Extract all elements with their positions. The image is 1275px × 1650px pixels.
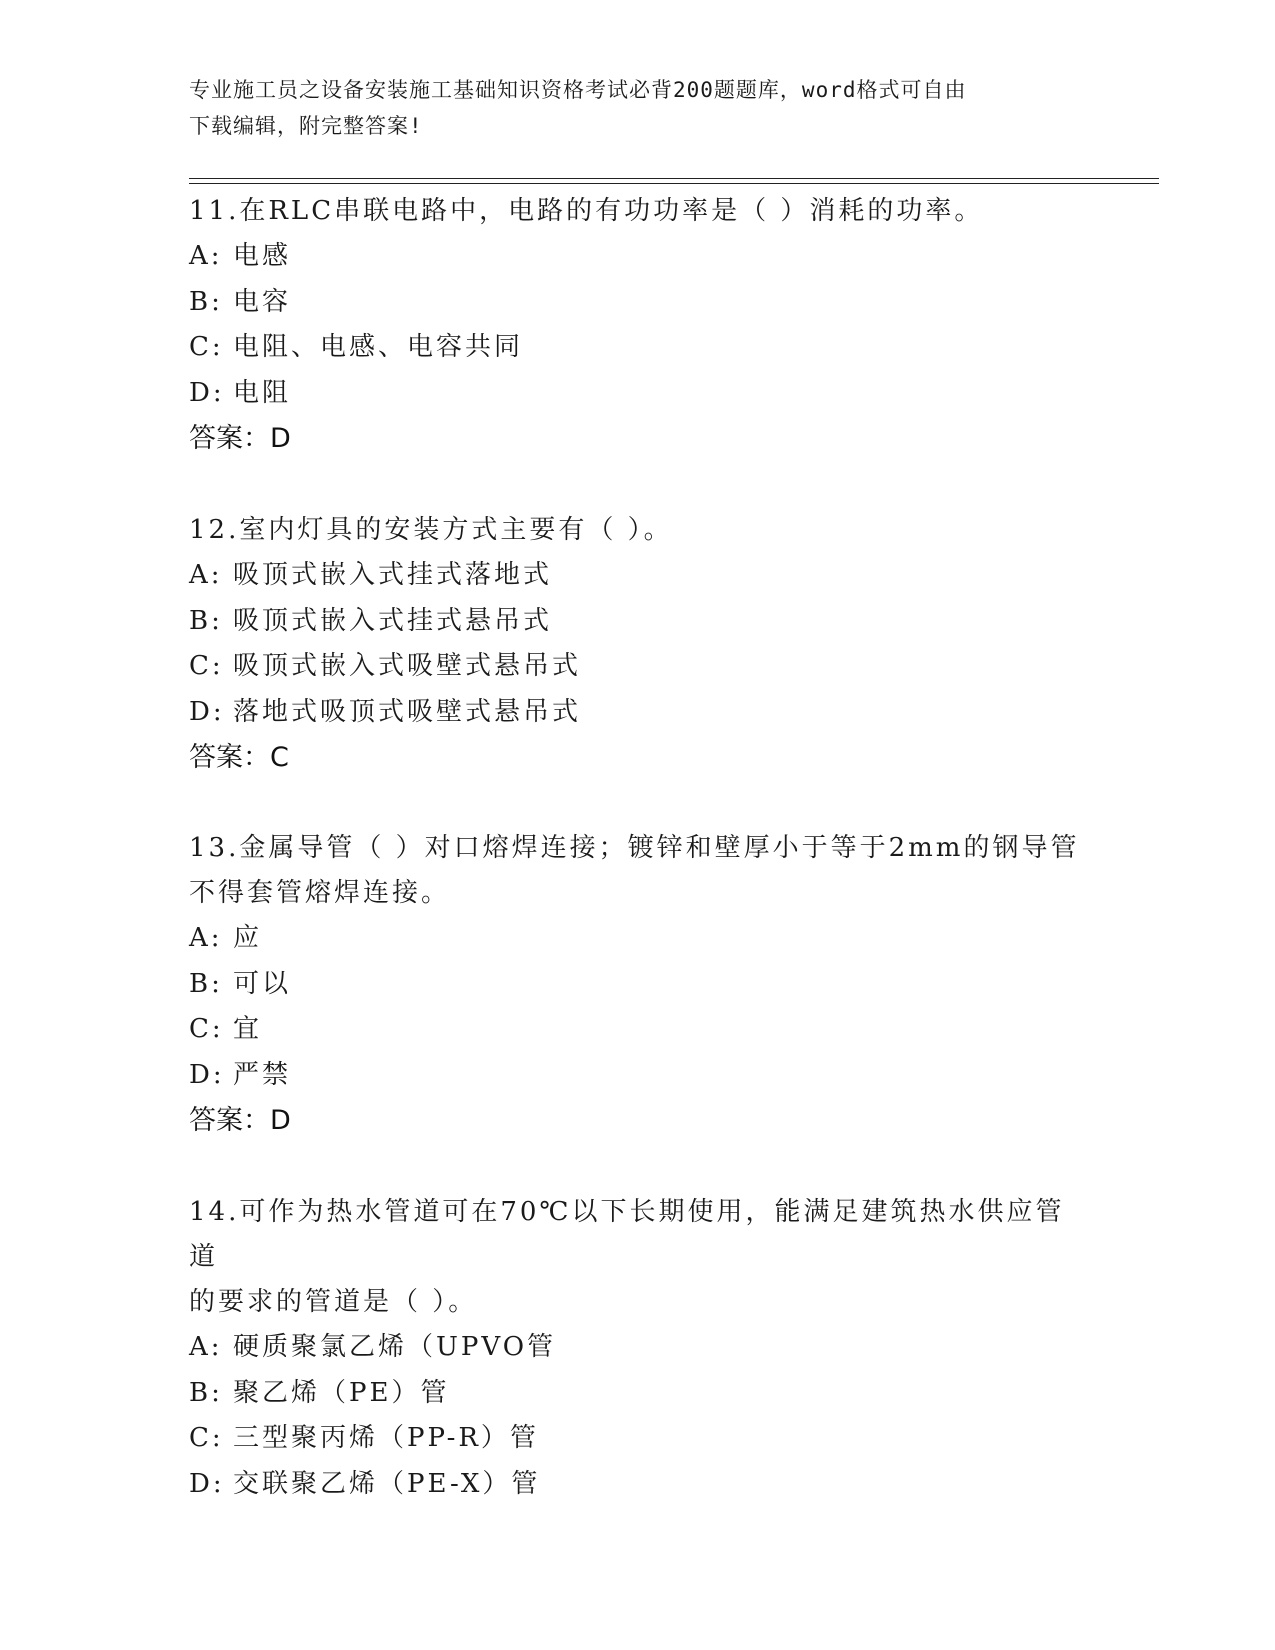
option-text: 电阻、电感、电容共同 xyxy=(233,332,524,362)
question-stem-line-1: 14.可作为热水管道可在70℃以下长期使用，能满足建筑热水供应管道 xyxy=(189,1197,1065,1272)
option-text: 硬质聚氯乙烯（UPVO管 xyxy=(233,1332,557,1362)
document-header xyxy=(189,72,1089,144)
answer-label: 答案：D xyxy=(189,423,291,454)
question-11 xyxy=(189,189,1089,462)
option-a xyxy=(189,916,1089,962)
option-letter: B: xyxy=(189,968,223,999)
answer-label: 答案：D xyxy=(189,1105,291,1136)
option-letter: D: xyxy=(189,377,225,408)
option-letter: A: xyxy=(189,923,223,953)
option-d xyxy=(189,1462,1089,1508)
option-text: 可以 xyxy=(233,968,292,999)
option-a xyxy=(189,234,1089,280)
option-b xyxy=(189,1371,1089,1417)
option-text: 严禁 xyxy=(233,1059,292,1090)
option-c xyxy=(189,325,1089,371)
option-text: 吸顶式嵌入式吸壁式悬吊式 xyxy=(233,651,582,681)
question-13 xyxy=(189,826,1089,1144)
header-line-2: 下载编辑，附完整答案! xyxy=(189,114,423,138)
option-letter: B: xyxy=(189,1377,223,1408)
header-line-1: 专业施工员之设备安装施工基础知识资格考试必背200题题库，word格式可自由 xyxy=(189,78,967,102)
option-d xyxy=(189,371,1089,417)
header-divider-bottom xyxy=(189,183,1159,184)
question-stem-line-2: 的要求的管道是（ ）。 xyxy=(189,1287,478,1317)
question-stem: 12.室内灯具的安装方式主要有（ ）。 xyxy=(189,515,673,545)
option-text: 三型聚丙烯（PP-R）管 xyxy=(233,1423,539,1453)
option-d xyxy=(189,690,1089,736)
question-stem-line-1: 13.金属导管（ ）对口熔焊连接；镀锌和壁厚小于等于2mm的钢导管 xyxy=(189,833,1080,863)
question-stem: 11.在RLC串联电路中，电路的有功功率是（ ）消耗的功率。 xyxy=(189,196,984,226)
option-c xyxy=(189,644,1089,690)
answer-label: 答案：C xyxy=(189,742,289,773)
option-text: 落地式吸顶式吸壁式悬吊式 xyxy=(233,696,582,727)
option-b xyxy=(189,962,1089,1008)
option-letter: A: xyxy=(189,560,223,590)
option-b xyxy=(189,280,1089,326)
option-text: 电阻 xyxy=(233,377,292,408)
option-text: 宜 xyxy=(233,1014,263,1044)
option-letter: D: xyxy=(189,696,225,727)
option-letter: A: xyxy=(189,241,223,271)
option-text: 吸顶式嵌入式挂式悬吊式 xyxy=(233,605,553,636)
option-text: 交联聚乙烯（PE-X）管 xyxy=(233,1468,541,1499)
option-letter: C: xyxy=(189,332,224,362)
option-c xyxy=(189,1007,1089,1053)
option-text: 吸顶式嵌入式挂式落地式 xyxy=(233,560,553,590)
option-letter: B: xyxy=(189,286,223,317)
option-letter: D: xyxy=(189,1059,225,1090)
option-letter: C: xyxy=(189,1423,224,1453)
option-letter: B: xyxy=(189,605,223,636)
option-letter: A: xyxy=(189,1332,223,1362)
option-a xyxy=(189,553,1089,599)
option-text: 应 xyxy=(233,923,263,953)
option-text: 聚乙烯（PE）管 xyxy=(233,1377,450,1408)
header-divider-top xyxy=(189,178,1159,179)
option-letter: C: xyxy=(189,651,224,681)
question-stem-line-2: 不得套管熔焊连接。 xyxy=(189,878,451,908)
option-text: 电容 xyxy=(233,286,292,317)
option-text: 电感 xyxy=(233,241,292,271)
option-letter: C: xyxy=(189,1014,224,1044)
option-c xyxy=(189,1416,1089,1462)
option-d xyxy=(189,1053,1089,1099)
question-12 xyxy=(189,508,1089,781)
question-14 xyxy=(189,1190,1089,1507)
option-letter: D: xyxy=(189,1468,225,1499)
option-b xyxy=(189,599,1089,645)
option-a xyxy=(189,1325,1089,1371)
